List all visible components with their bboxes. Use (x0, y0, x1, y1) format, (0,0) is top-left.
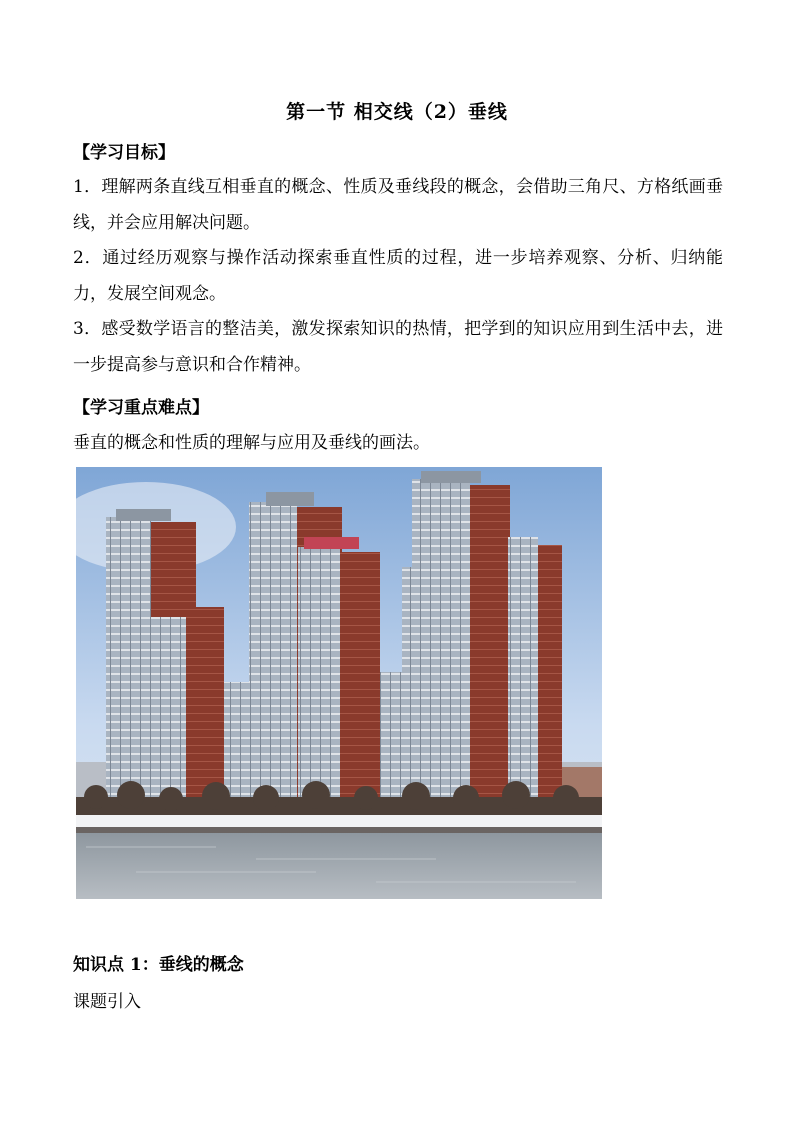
building-photo-illustration (76, 467, 602, 899)
intro-label: 课题引入 (73, 992, 141, 1012)
objective-item-3: 3．感受数学语言的整洁美，激发探索知识的热情，把学到的知识应用到生活中去，进一步提高参与意识和合作精神。 (73, 319, 723, 375)
objective-item-1: 1．理解两条直线互相垂直的概念、性质及垂线段的概念，会借助三角尺、方格纸画垂线，并会应用解决问题。 (73, 177, 723, 233)
objectives-heading: 【学习目标】 (73, 143, 175, 163)
knowledge-point-heading: 知识点 1：垂线的概念 (73, 955, 244, 975)
key-points-text: 垂直的概念和性质的理解与应用及垂线的画法。 (73, 433, 430, 453)
building-photo (76, 467, 602, 899)
page-title: 第一节 相交线（2）垂线 (286, 101, 508, 123)
objective-item-2: 2．通过经历观察与操作活动探索垂直性质的过程，进一步培养观察、分析、归纳能力，发展空间观念。 (73, 248, 723, 304)
key-points-heading: 【学习重点难点】 (73, 398, 209, 418)
